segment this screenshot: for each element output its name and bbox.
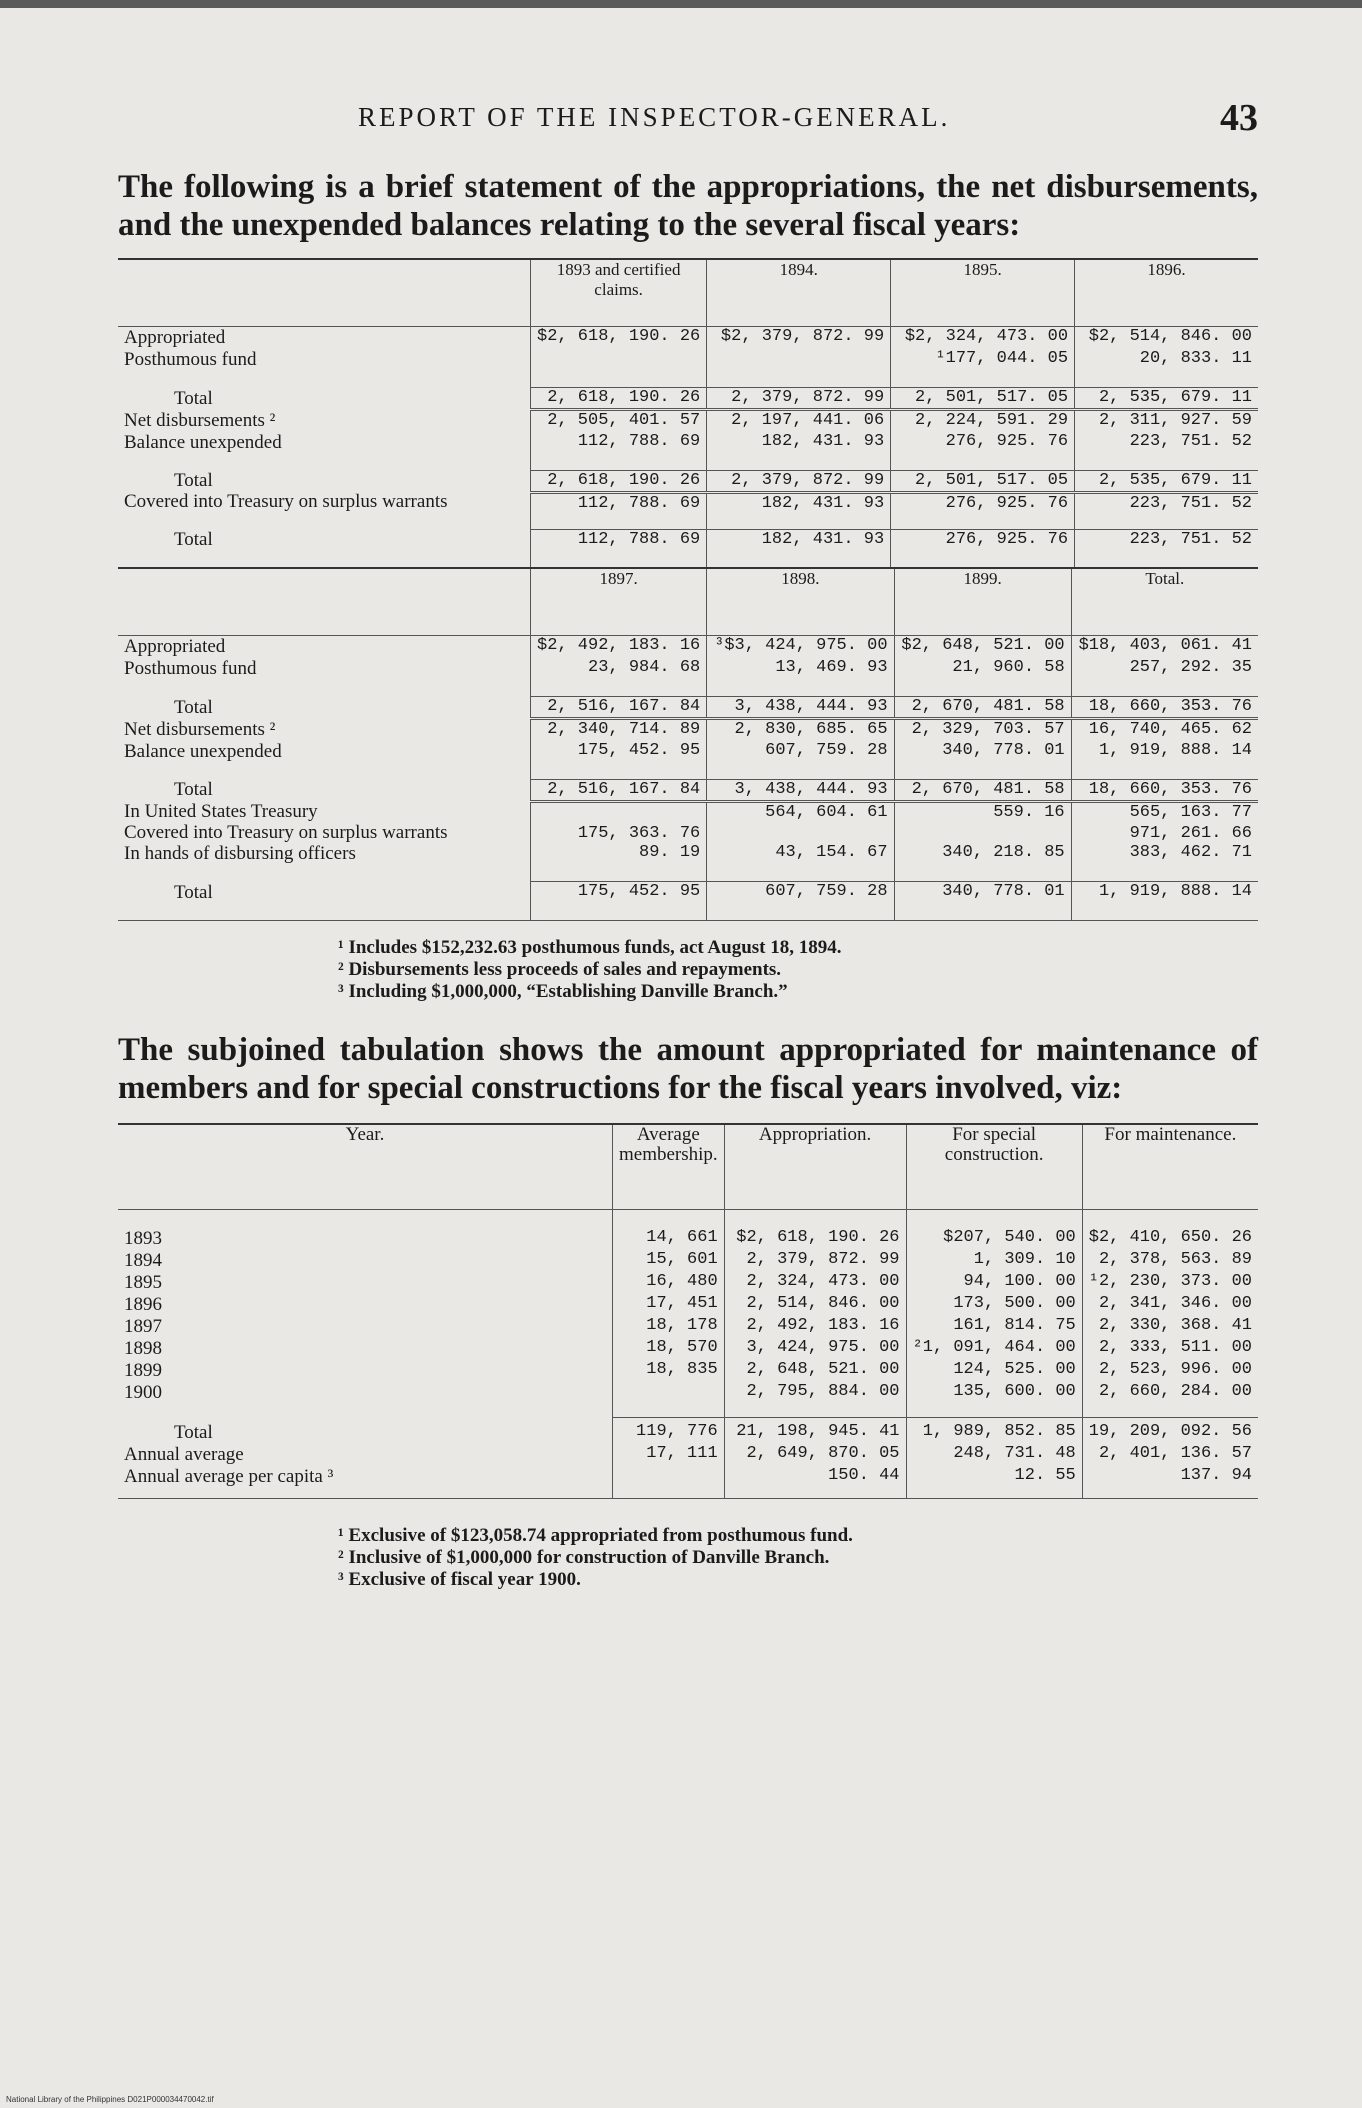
- row-label: 1899: [124, 1359, 162, 1381]
- table-row: [118, 410, 1258, 432]
- cell-value: 2, 197, 441. 06: [707, 410, 891, 432]
- footnote: ³ Including $1,000,000, “Establishing Danville Branch.”: [338, 980, 788, 1002]
- row-label: Posthumous fund: [124, 349, 257, 370]
- cell-value: 175, 452. 95: [531, 741, 707, 763]
- cell-value: 564, 604. 61: [707, 801, 894, 823]
- row-label: Net disbursements ²: [124, 718, 276, 740]
- cell-value: 2, 830, 685. 65: [707, 719, 894, 741]
- running-head: [118, 96, 1258, 146]
- total-row: [118, 388, 1258, 410]
- row-label: Appropriated: [124, 327, 226, 348]
- cell-value: 248, 731. 48: [906, 1444, 1082, 1466]
- row-label: 1898: [124, 1337, 162, 1359]
- cell-value: 607, 759. 28: [707, 882, 894, 904]
- cell-value: 340, 778. 01: [894, 741, 1071, 763]
- row-spacer: [118, 865, 1258, 882]
- cell-value: 150. 44: [724, 1466, 906, 1488]
- cell-value: [707, 823, 894, 843]
- maintenance-intro-paragraph: The subjoined tabulation shows the amount appropriated for maintenance of members and for special constructions for the fiscal years involved, viz:: [118, 1031, 1258, 1106]
- row-label: Net disbursements ²: [124, 409, 276, 431]
- summary-row: [118, 1466, 1258, 1488]
- column-header: 1896.: [1075, 259, 1258, 327]
- cell-value: 89. 19: [531, 843, 707, 865]
- table-row: [118, 492, 1258, 513]
- column-header: 1899.: [894, 568, 1071, 636]
- footnote: ³ Exclusive of fiscal year 1900.: [338, 1568, 581, 1590]
- cell-value: 2, 516, 167. 84: [531, 697, 707, 719]
- cell-value: 135, 600. 00: [906, 1382, 1082, 1404]
- cell-value: 3, 438, 444. 93: [707, 779, 894, 801]
- cell-value: 1, 309. 10: [906, 1250, 1082, 1272]
- cell-value: 13, 469. 93: [707, 658, 894, 680]
- cell-value: 2, 618, 190. 26: [531, 470, 707, 492]
- cell-value: 43, 154. 67: [707, 843, 894, 865]
- total-row: [118, 882, 1258, 904]
- cell-value: [612, 1382, 724, 1404]
- cell-value: $2, 324, 473. 00: [891, 327, 1075, 350]
- cell-value: 182, 431. 93: [707, 529, 891, 551]
- cell-value: 182, 431. 93: [707, 432, 891, 454]
- cell-value: 2, 330, 368. 41: [1082, 1316, 1258, 1338]
- running-title: REPORT OF THE INSPECTOR-GENERAL.: [358, 102, 951, 132]
- table-row: [118, 741, 1258, 763]
- cell-value: 2, 501, 517. 05: [891, 470, 1075, 492]
- cell-value: 18, 835: [612, 1360, 724, 1382]
- cell-value: 112, 788. 69: [531, 432, 707, 454]
- column-header: 1895.: [891, 259, 1075, 327]
- cell-value: 137. 94: [1082, 1466, 1258, 1488]
- cell-value: 276, 925. 76: [891, 529, 1075, 551]
- row-label: Balance unexpended: [124, 740, 282, 762]
- row-label: 1893: [124, 1227, 162, 1249]
- total-row: [118, 779, 1258, 801]
- table-row: [118, 1272, 1258, 1294]
- cell-value: $2, 514, 846. 00: [1075, 327, 1258, 350]
- page-number: 43: [1220, 97, 1258, 139]
- row-spacer: [118, 680, 1258, 697]
- cell-value: 223, 751. 52: [1075, 432, 1258, 454]
- table-row: [118, 1209, 1258, 1250]
- cell-value: 276, 925. 76: [891, 492, 1075, 513]
- row-label: 1897: [124, 1315, 162, 1337]
- cell-value: $2, 648, 521. 00: [894, 636, 1071, 659]
- table-row: [118, 823, 1258, 843]
- cell-value: $18, 403, 061. 41: [1071, 636, 1258, 659]
- cell-value: [894, 823, 1071, 843]
- cell-value: 21, 960. 58: [894, 658, 1071, 680]
- total-row: [118, 697, 1258, 719]
- intro-paragraph: The following is a brief statement of the appropriations, the net disbursements, and the unexpended balances relating to the several fiscal years:: [118, 169, 1258, 243]
- cell-value: 173, 500. 00: [906, 1294, 1082, 1316]
- column-header: 1897.: [531, 568, 707, 636]
- cell-value: 2, 340, 714. 89: [531, 719, 707, 741]
- cell-value: $2, 492, 183. 16: [531, 636, 707, 659]
- cell-value: 23, 984. 68: [531, 658, 707, 680]
- cell-value: 2, 379, 872. 99: [707, 388, 891, 410]
- table-row: [118, 1250, 1258, 1272]
- appropriations-table-1893-1896: [118, 258, 1258, 567]
- cell-value: 2, 516, 167. 84: [531, 779, 707, 801]
- total-row: [118, 529, 1258, 551]
- cell-value: ¹177, 044. 05: [891, 349, 1075, 371]
- cell-value: 2, 523, 996. 00: [1082, 1360, 1258, 1382]
- row-label: In United States Treasury: [124, 801, 318, 822]
- table-header-row: [118, 259, 1258, 327]
- table-row: [118, 1382, 1258, 1404]
- row-label: 1895: [124, 1271, 162, 1293]
- cell-value: [707, 349, 891, 371]
- cell-value: 18, 178: [612, 1316, 724, 1338]
- cell-value: 112, 788. 69: [531, 529, 707, 551]
- table-row: [118, 432, 1258, 454]
- row-spacer: [118, 1488, 1258, 1499]
- cell-value: 565, 163. 77: [1071, 801, 1258, 823]
- row-label: Annual average: [124, 1443, 244, 1465]
- maintenance-table: [118, 1123, 1258, 1499]
- cell-value: 2, 341, 346. 00: [1082, 1294, 1258, 1316]
- column-header: 1898.: [707, 568, 894, 636]
- cell-value: 21, 198, 945. 41: [724, 1418, 906, 1444]
- row-label: Total: [174, 470, 213, 491]
- row-label: Total: [174, 696, 213, 718]
- row-label: Posthumous fund: [124, 658, 257, 679]
- cell-value: 223, 751. 52: [1075, 492, 1258, 513]
- cell-value: 16, 480: [612, 1272, 724, 1294]
- table-header-row: [118, 1124, 1258, 1210]
- cell-value: 2, 535, 679. 11: [1075, 388, 1258, 410]
- cell-value: 2, 224, 591. 29: [891, 410, 1075, 432]
- cell-value: 223, 751. 52: [1075, 529, 1258, 551]
- cell-value: 3, 424, 975. 00: [724, 1338, 906, 1360]
- row-label: Annual average per capita ³: [124, 1465, 334, 1487]
- cell-value: 2, 324, 473. 00: [724, 1272, 906, 1294]
- cell-value: 2, 660, 284. 00: [1082, 1382, 1258, 1404]
- cell-value: 175, 363. 76: [531, 823, 707, 843]
- cell-value: 2, 505, 401. 57: [531, 410, 707, 432]
- appropriations-table-1897-total: [118, 567, 1258, 921]
- row-label: Covered into Treasury on surplus warrants: [124, 822, 448, 843]
- cell-value: 16, 740, 465. 62: [1071, 719, 1258, 741]
- header-stub: [118, 259, 531, 327]
- summary-row: [118, 1444, 1258, 1466]
- cell-value: $2, 618, 190. 26: [531, 327, 707, 350]
- cell-value: 15, 601: [612, 1250, 724, 1272]
- row-label: Total: [174, 881, 213, 903]
- maintenance-summary: [118, 1418, 1258, 1499]
- row-label: 1896: [124, 1293, 162, 1315]
- table-bottom-rule: [118, 1498, 1258, 1499]
- cell-value: 340, 778. 01: [894, 882, 1071, 904]
- footnote: ² Disbursements less proceeds of sales and repayments.: [338, 958, 782, 980]
- row-label: Covered into Treasury on surplus warrants: [124, 491, 448, 512]
- table-header-row: [118, 568, 1258, 636]
- cell-value: 559. 16: [894, 801, 1071, 823]
- table-row: [118, 327, 1258, 350]
- footnotes-table-1: [338, 937, 1258, 1003]
- footnote: ¹ Exclusive of $123,058.74 appropriated from posthumous fund.: [338, 1524, 853, 1546]
- row-label: In hands of disbursing officers: [124, 843, 356, 864]
- cell-value: 2, 649, 870. 05: [724, 1444, 906, 1466]
- cell-value: 17, 111: [612, 1444, 724, 1466]
- cell-value: 971, 261. 66: [1071, 823, 1258, 843]
- cell-value: 175, 452. 95: [531, 882, 707, 904]
- column-header: For special construction.: [906, 1124, 1082, 1210]
- cell-value: 2, 618, 190. 26: [531, 388, 707, 410]
- row-label: Total: [174, 387, 213, 409]
- cell-value: 17, 451: [612, 1294, 724, 1316]
- cell-value: 2, 501, 517. 05: [891, 388, 1075, 410]
- cell-value: $2, 379, 872. 99: [707, 327, 891, 350]
- cell-value: 182, 431. 93: [707, 492, 891, 513]
- header-stub: [118, 568, 531, 636]
- cell-value: $207, 540. 00: [906, 1209, 1082, 1250]
- cell-value: 2, 492, 183. 16: [724, 1316, 906, 1338]
- cell-value: 1, 919, 888. 14: [1071, 741, 1258, 763]
- cell-value: ²1, 091, 464. 00: [906, 1338, 1082, 1360]
- column-header: 1894.: [707, 259, 891, 327]
- cell-value: 2, 795, 884. 00: [724, 1382, 906, 1404]
- row-spacer: [118, 371, 1258, 388]
- cell-value: 19, 209, 092. 56: [1082, 1418, 1258, 1444]
- table-row: [118, 658, 1258, 680]
- row-label: Total: [174, 529, 213, 550]
- table-row: [118, 636, 1258, 659]
- cell-value: 18, 570: [612, 1338, 724, 1360]
- cell-value: 2, 401, 136. 57: [1082, 1444, 1258, 1466]
- footnote: ² Inclusive of $1,000,000 for construction of Danville Branch.: [338, 1546, 830, 1568]
- cell-value: 2, 670, 481. 58: [894, 779, 1071, 801]
- row-label: 1900: [124, 1381, 162, 1403]
- cell-value: 20, 833. 11: [1075, 349, 1258, 371]
- cell-value: ¹2, 230, 373. 00: [1082, 1272, 1258, 1294]
- cell-value: 161, 814. 75: [906, 1316, 1082, 1338]
- table-row: [118, 1338, 1258, 1360]
- maintenance-rows: [118, 1209, 1258, 1418]
- cell-value: 2, 329, 703. 57: [894, 719, 1071, 741]
- scan-credit: National Library of the Philippines D021P000034470042.tif: [6, 2095, 214, 2104]
- cell-value: 2, 378, 563. 89: [1082, 1250, 1258, 1272]
- cell-value: 2, 379, 872. 99: [724, 1250, 906, 1272]
- cell-value: 2, 379, 872. 99: [707, 470, 891, 492]
- cell-value: 340, 218. 85: [894, 843, 1071, 865]
- cell-value: 276, 925. 76: [891, 432, 1075, 454]
- cell-value: 124, 525. 00: [906, 1360, 1082, 1382]
- cell-value: 2, 535, 679. 11: [1075, 470, 1258, 492]
- cell-value: $2, 618, 190. 26: [724, 1209, 906, 1250]
- row-label: Total: [174, 779, 213, 800]
- cell-value: 257, 292. 35: [1071, 658, 1258, 680]
- column-header: Year.: [118, 1124, 612, 1210]
- total-row: [118, 470, 1258, 492]
- document-page: [118, 96, 1258, 1591]
- row-label: Appropriated: [124, 636, 226, 657]
- column-header: For maintenance.: [1082, 1124, 1258, 1210]
- row-spacer: [118, 1404, 1258, 1418]
- cell-value: 119, 776: [612, 1418, 724, 1444]
- cell-value: 2, 514, 846. 00: [724, 1294, 906, 1316]
- row-spacer: [118, 551, 1258, 567]
- row-label: 1894: [124, 1249, 162, 1271]
- row-spacer: [118, 763, 1258, 780]
- cell-value: 1, 989, 852. 85: [906, 1418, 1082, 1444]
- cell-value: 383, 462. 71: [1071, 843, 1258, 865]
- table-bottom-rule: [118, 920, 1258, 921]
- cell-value: 3, 438, 444. 93: [707, 697, 894, 719]
- table-row: [118, 1360, 1258, 1382]
- total-row: [118, 1418, 1258, 1444]
- table-row: [118, 719, 1258, 741]
- column-header: 1893 and certified claims.: [531, 259, 707, 327]
- cell-value: 112, 788. 69: [531, 492, 707, 513]
- table-row: [118, 843, 1258, 865]
- cell-value: 607, 759. 28: [707, 741, 894, 763]
- column-header: Total.: [1071, 568, 1258, 636]
- row-label: Total: [174, 1421, 213, 1443]
- cell-value: 2, 670, 481. 58: [894, 697, 1071, 719]
- cell-value: 1, 919, 888. 14: [1071, 882, 1258, 904]
- column-header: Average membership.: [612, 1124, 724, 1210]
- cell-value: [531, 349, 707, 371]
- cell-value: 12. 55: [906, 1466, 1082, 1488]
- table-row: [118, 801, 1258, 823]
- cell-value: [612, 1466, 724, 1488]
- row-label: Balance unexpended: [124, 431, 282, 453]
- table-row: [118, 1316, 1258, 1338]
- footnote: ¹ Includes $152,232.63 posthumous funds, act August 18, 1894.: [338, 936, 842, 958]
- cell-value: 94, 100. 00: [906, 1272, 1082, 1294]
- cell-value: 2, 333, 511. 00: [1082, 1338, 1258, 1360]
- cell-value: 2, 648, 521. 00: [724, 1360, 906, 1382]
- row-spacer: [118, 454, 1258, 471]
- cell-value: $2, 410, 650. 26: [1082, 1209, 1258, 1250]
- row-spacer: [118, 904, 1258, 921]
- cell-value: [531, 801, 707, 823]
- scan-top-edge: [0, 0, 1362, 8]
- table-row: [118, 349, 1258, 371]
- cell-value: ³$3, 424, 975. 00: [707, 636, 894, 659]
- cell-value: 18, 660, 353. 76: [1071, 697, 1258, 719]
- footnotes-table-2: [338, 1525, 1258, 1591]
- cell-value: 18, 660, 353. 76: [1071, 779, 1258, 801]
- table-row: [118, 1294, 1258, 1316]
- cell-value: 14, 661: [612, 1209, 724, 1250]
- cell-value: 2, 311, 927. 59: [1075, 410, 1258, 432]
- column-header: Appropriation.: [724, 1124, 906, 1210]
- row-spacer: [118, 513, 1258, 530]
